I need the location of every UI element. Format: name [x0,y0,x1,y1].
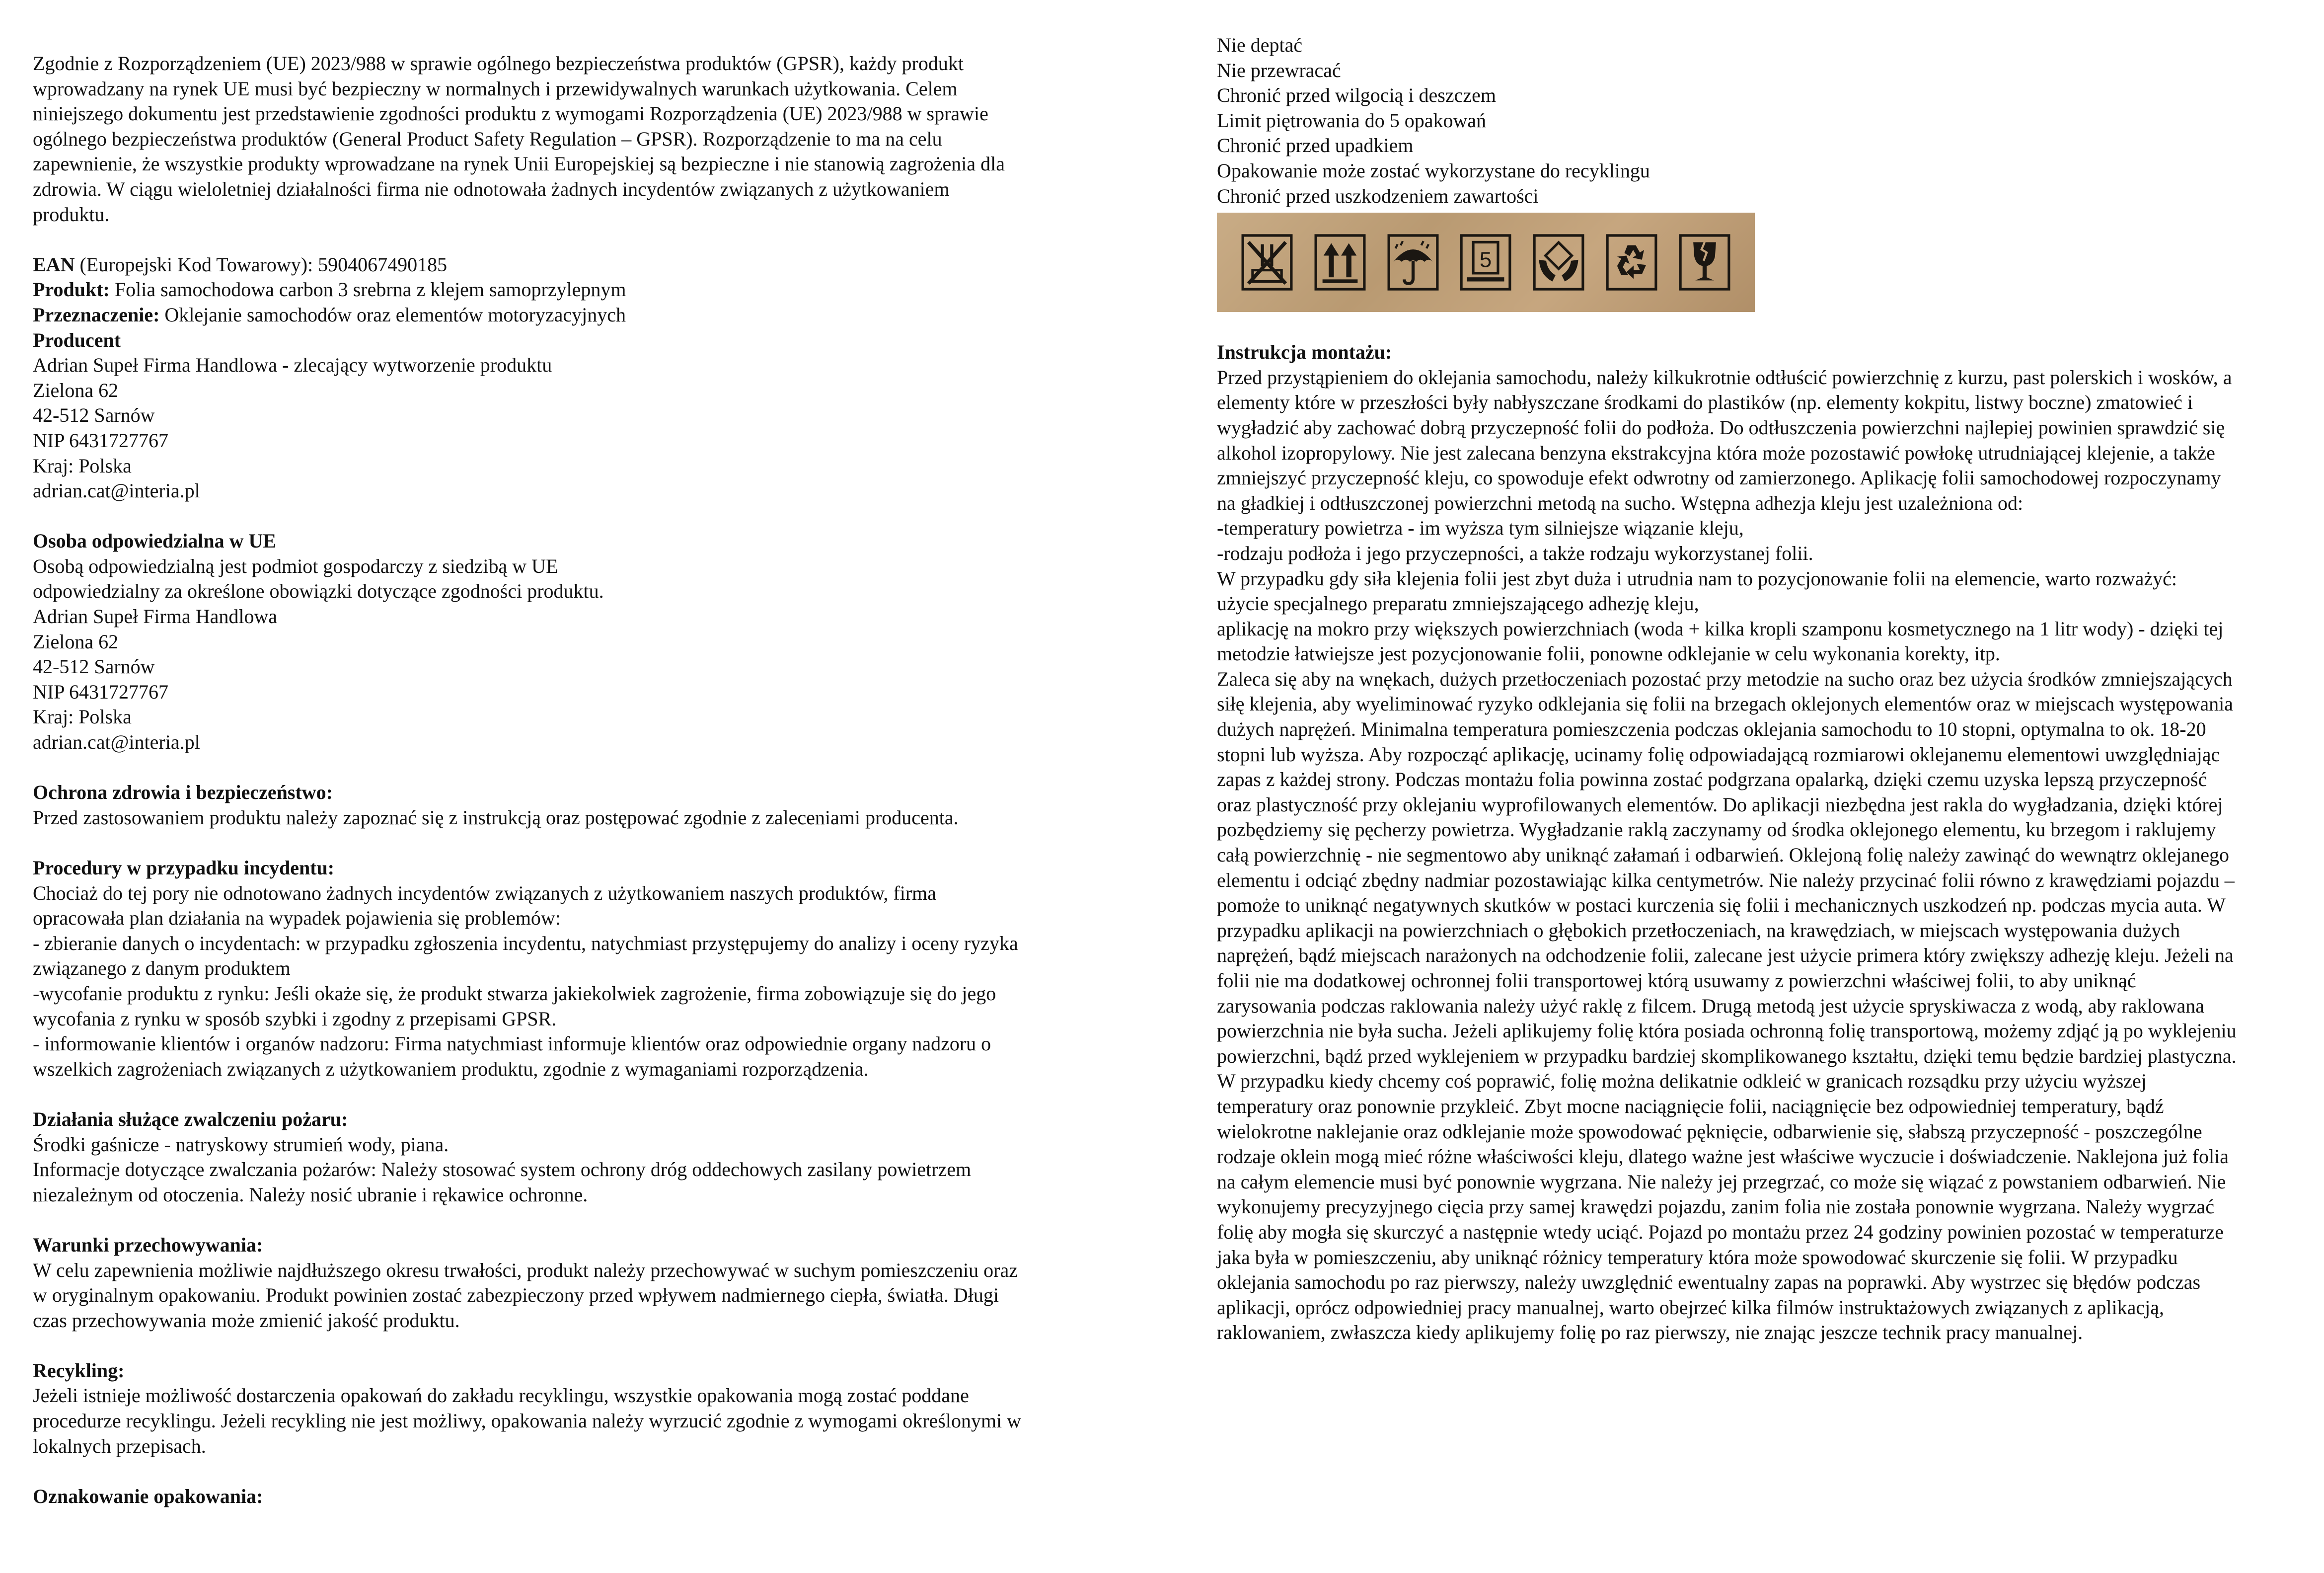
install-heading: Instrukcja montażu: [1217,341,1392,364]
install-line: -temperatury powietrza - im wyższa tym silniejsze wiązanie kleju, [1217,517,1744,540]
install-paragraph: Zaleca się aby na wnękach, dużych przetłoczeniach pozostać przy metodzie na sucho oraz bez użycia środków zmniejszających siłę klejenia, aby wyeliminować ryzyko odklejania się folii na brzegach oklejonych elementów oraz w miejscach występowania dużych naprężeń. Minimalna temperatura pomieszczenia podczas oklejania samochodu to 10 stopni, optymalna to ok. 18-20 stopni lub wyższa. Aby rozpocząć aplikację, ucinamy folię odpowiadającą rozmiarowi oklejanemu elementowi uwzględniając zapas z każdej strony. Podczas montażu folia powinna zostać podgrzana opalarką, dzięki czemu uzyska lepszą przyczepność oraz plastyczność przy oklejaniu wyprofilowanych elementów. Do aplikacji niezbędna jest rakla do wygładzania, dzięki której pozbędziemy się pęcherzy powietrza. Wygładzanie raklą zaczynamy od środka oklejonego elementu, ku brzegom i raklujemy całą powierzchnię - nie segmentowo aby uniknąć załamań i odbarwień. Oklejoną folię należy zawinąć do wewnątrz oklejanego elementu i odciąć zbędny nadmiar pozostawiając kilka centymetrów. Nie należy przycinać folii równo z krawędziami pojazdu – pomoże to uniknąć negatywnych skutków w postaci kurczenia się folii i mechanicznych uszkodzeń np. podczas mycia auta. W przypadku aplikacji na powierzchniach o głębokich przetłoczeniach, na krawędziach, w miejscach występowania dużych naprężeń, bądź miejscach narażonych na odchodzenie folii, zalecane jest użycie primera który zwiększy adhezję kleju. Jeżeli na folii nie ma dodatkowej ochronnej folii transportowej którą usuwamy z powierzchni właściwej folii, to aby uniknąć zarysowania podczas raklowania należy użyć raklę z filcem. Drugą metodą jest użycie spryskiwacza z wodą, aby raklowana powierzchnia nie była sucha. Jeżeli aplikujemy folię która posiada ochronną folię transportową, możemy zdjąć ją po wyklejeniu powierzchni, bądź przed wyklejeniem w przypadku bardziej skomplikowanego kształtu, dzięki temu będzie bardziej plastyczna. W przypadku kiedy chcemy coś poprawić, folię można delikatnie odkleić w granicach rozsądku przy użyciu wyższej temperatury oraz ponownie przykleić. Zbyt mocne naciągnięcie folii, naciągnięcie bez odpowiedniej temperatury, bądź wielokrotne naklejanie oraz odklejanie może spowodować pęknięcie, odbarwienie się, słabszą przyczepność - poszczególne rodzaje oklein mogą mieć różne właściwości kleju, dlatego ważne jest właściwe wyczucie i doświadczenie. Naklejona już folia na całym elemencie musi być ponownie wygrzana. Nie należy jej przegrzać, co może się wiązać z powstaniem odbarwień. Nie wykonujemy precyzyjnego cięcia przy samej krawędzi pojazdu, zanim folia nie została ponownie wygrzana. Należy wygrzać folię aby mogła się skurczyć a następnie wtedy uciąć. Pojazd po montażu przez 24 godziny powinien pozostać w temperaturze jaka była w pomieszczeniu, aby uniknąć różnicy temperatury która może spowodować skurczenie się folii. W przypadku oklejania samochodu po raz pierwszy, należy uwzględnić ewentualny zapas na poprawki. Aby wystrzec się błędów podczas aplikacji, oprócz odpowiedniej pracy manualnej, warto obejrzeć kilka filmów instruktażowych związanych z aplikacją, raklowaniem, zwłaszcza kiedy aplikujemy folię po raz pierwszy, nie znając jeszcze technik pracy manualnej. [1217,667,2237,1344]
install-line: W przypadku gdy siła klejenia folii jest zbyt duża i utrudnia nam to pozycjonowanie folii na elemencie, warto rozważyć: [1217,567,2177,590]
ean-value: (Europejski Kod Towarowy): 5904067490185 [75,253,448,276]
marking-heading: Oznakowanie opakowania: [33,1485,263,1507]
marking-line: Chronić przed upadkiem [1217,134,1414,157]
keep-dry-umbrella-icon [1387,234,1439,291]
product-label: Produkt: [33,278,110,301]
stacking-limit-icon [1460,234,1511,291]
incident-heading: Procedury w przypadku incydentu: [33,857,335,879]
handle-with-care-icon [1533,234,1584,291]
install-line: aplikację na mokro przy większych powierzchniach (woda + kilka kropli szamponu kosmetycznego na 1 litr wody) - dzięki tej metodzie łatwiejsze jest pozycjonowanie folii, ponowne odklejanie w celu wykonania korekty, itp. [1217,617,2224,665]
marking-line: Opakowanie może zostać wykorzystane do recyklingu [1217,159,1650,182]
producer-email: adrian.cat@interia.pl [33,479,200,502]
eu-line: 42-512 Sarnów [33,655,155,678]
eu-responsible-heading: Osoba odpowiedzialna w UE [33,530,277,552]
storage-text: W celu zapewnienia możliwie najdłuższego okresu trwałości, produkt należy przechowywać w suchym pomieszczeniu oraz w oryginalnym opakowaniu. Produkt powinien zostać zabezpieczony przed wpływem nadmiernego ciepła, światła. Długi czas przechowywania może zmienić jakość produktu. [33,1258,1018,1332]
producer-line: Adrian Supeł Firma Handlowa - zlecający wytworzenie produktu [33,354,552,377]
health-text: Przed zastosowaniem produktu należy zapoznać się z instrukcją oraz postępować zgodnie z zaleceniami producenta. [33,806,959,829]
incident-line: - informowanie klientów i organów nadzoru: Firma natychmiast informuje klientów oraz odpowiednie organy nadzoru o wszelkich zagrożeniach związanych z użytkowaniem produktu, zgodnie z wymaganiami rozporządzenia. [33,1032,991,1080]
marking-line: Limit piętrowania do 5 opakowań [1217,109,1487,132]
incident-line: -wycofanie produktu z rynku: Jeśli okaże się, że produkt stwarza jakiekolwiek zagrożenie, firma zobowiązuje się do jego wycofania z rynku w sposób szybki i zgodny z przepisami GPSR. [33,982,996,1030]
stacking-limit-number: 5 [1480,247,1492,272]
producer-heading: Producent [33,328,121,351]
producer-line: Kraj: Polska [33,454,132,477]
marking-line: Chronić przed wilgocią i deszczem [1217,84,1496,107]
producer-line: Zielona 62 [33,379,119,401]
incident-line: Chociaż do tej pory nie odnotowano żadnych incydentów związanych z użytkowaniem naszych produktów, firma opracowała plan działania na wypadek pojawienia się problemów: [33,881,937,930]
purpose-line [33,303,1026,328]
health-heading: Ochrona zdrowia i bezpieczeństwo: [33,781,333,804]
eu-line: NIP 6431727767 [33,680,168,703]
marking-line: Nie przewracać [1217,59,1341,81]
fire-line: Informacje dotyczące zwalczania pożarów: Należy stosować system ochrony dróg oddechowych zasilany powietrzem niezależnym od otoczenia. Należy nosić ubranie i rękawice ochronne. [33,1158,972,1206]
fire-heading: Działania służące zwalczeniu pożaru: [33,1107,348,1130]
product-line [33,277,1026,303]
product-value: Folia samochodowa carbon 3 srebrna z klejem samoprzylepnym [109,278,626,301]
producer-line: 42-512 Sarnów [33,404,155,427]
packaging-pictograms [1217,213,1755,312]
marking-line: Chronić przed uszkodzeniem zawartości [1217,184,1539,207]
left-column [33,51,1026,1509]
this-way-up-icon [1314,234,1366,291]
right-column [1217,33,2240,1345]
eu-email: adrian.cat@interia.pl [33,731,200,754]
purpose-value: Oklejanie samochodów oraz elementów motoryzacyjnych [159,303,626,326]
recycling-text: Jeżeli istnieje możliwość dostarczenia opakowań do zakładu recyklingu, wszystkie opakowania mogą zostać poddane procedurze recyklingu. Jeżeli recykling nie jest możliwy, opakowania należy wyrzucić zgodnie z wymogami określonymi w lokalnych przepisach. [33,1384,1022,1457]
install-line: użycie specjalnego preparatu zmniejszającego adhezję kleju, [1217,592,1699,615]
fire-line: Środki gaśnicze - natryskowy strumień wody, piana. [33,1133,449,1156]
ean-label: EAN [33,253,75,276]
eu-line: Adrian Supeł Firma Handlowa [33,605,278,628]
producer-line: NIP 6431727767 [33,429,168,452]
purpose-label: Przeznaczenie: [33,303,160,326]
install-paragraph: Przed przystąpieniem do oklejania samochodu, należy kilkukrotnie odtłuścić powierzchnię z kurzu, past polerskich i wosków, a elementy które w przeszłości były nabłyszczane środkami do plastików (np. elementy kokpitu, listwy boczne) zmatowieć i wygładzić aby zachować dobrą przyczepność folii do podłoża. Do odtłuszczenia powierzchni najlepiej powinien sprawdzić się alkohol izopropylowy. Nie jest zalecana benzyna ekstrakcyjna która może pozostawić powłokę utrudniającej klejenie, a także zmniejszyć przyczepność kleju, co spowoduje efekt odwrotny od zamierzonego. Aplikację folii samochodowej rozpoczynamy na gładkiej i odtłuszczonej powierzchni metodą na sucho. Wstępna adhezja kleju jest uzależniona od: [1217,366,2232,514]
do-not-step-icon [1241,234,1293,291]
storage-heading: Warunki przechowywania: [33,1233,263,1256]
eu-line: odpowiedzialny za określone obowiązki dotyczące zgodności produktu. [33,580,604,603]
fragile-glass-icon [1679,234,1730,291]
marking-line: Nie deptać [1217,34,1303,56]
gpsr-intro: Zgodnie z Rozporządzeniem (UE) 2023/988 w sprawie ogólnego bezpieczeństwa produktów (GPSR), każdy produkt wprowadzany na rynek UE musi być bezpieczny w normalnych i przewidywalnych warunkach użytkowania. Celem niniejszego dokumentu jest przedstawienie zgodności produktu z wymogami Rozporządzenia (UE) 2023/988 w sprawie ogólnego bezpieczeństwa produktów (General Product Safety Regulation – GPSR). Rozporządzenie to ma na celu zapewnienie, że wszystkie produkty wprowadzane na rynek Unii Europejskiej są bezpieczne i nie stanowią zagrożenia dla zdrowia. W ciągu wieloletniej działalności firma nie odnotowała żadnych incydentów związanych z użytkowaniem produktu. [33,52,1005,226]
eu-line: Kraj: Polska [33,706,132,728]
incident-line: - zbieranie danych o incydentach: w przypadku zgłoszenia incydentu, natychmiast przystępujemy do analizy i oceny ryzyka związanego z danym produktem [33,932,1018,980]
recycling-heading: Recykling: [33,1359,125,1382]
eu-line: Zielona 62 [33,630,119,653]
install-line: -rodzaju podłoża i jego przyczepności, a także rodzaju wykorzystanej folii. [1217,542,1813,564]
recycle-icon [1606,234,1657,291]
ean-line [33,252,1026,278]
eu-line: Osobą odpowiedzialną jest podmiot gospodarczy z siedzibą w UE [33,554,558,577]
